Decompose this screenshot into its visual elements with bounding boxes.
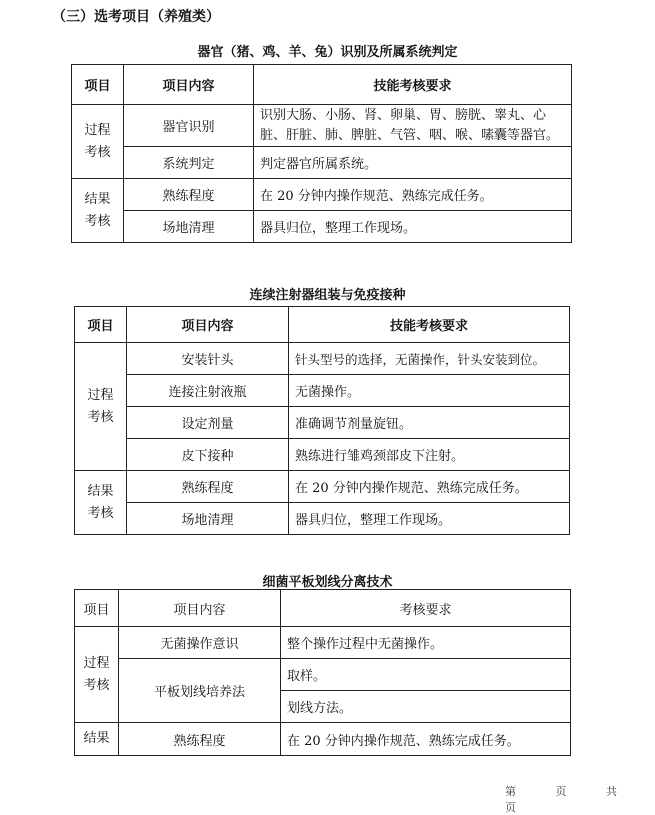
table-row xyxy=(75,375,570,407)
requirement-cell: 无菌操作。 xyxy=(289,375,570,407)
header-project: 项目 xyxy=(75,590,119,627)
category-cell: 结果 xyxy=(75,723,119,756)
requirement-cell: 在 20 分钟内操作规范、熟练完成任务。 xyxy=(289,471,570,503)
content-cell: 皮下接种 xyxy=(127,439,289,471)
content-cell: 平板划线培养法 xyxy=(119,659,281,723)
table-row xyxy=(75,471,570,503)
requirement-cell: 准确调节剂量旋钮。 xyxy=(289,407,570,439)
table-row xyxy=(72,211,572,243)
requirement-cell: 器具归位，整理工作现场。 xyxy=(289,503,570,535)
section-title: （三）选考项目（养殖类） xyxy=(52,9,220,25)
table-row xyxy=(75,659,571,691)
table-row xyxy=(75,627,571,659)
header-requirement: 技能考核要求 xyxy=(254,65,572,105)
header-content: 项目内容 xyxy=(127,307,289,343)
content-cell: 连接注射液瓶 xyxy=(127,375,289,407)
requirement-cell: 识别大肠、小肠、肾、卵巢、胃、膀胱、睾丸、心脏、肝脏、肺、脾脏、气管、咽、喉、嗉囊等器官。 xyxy=(254,105,572,147)
content-cell: 熟练程度 xyxy=(124,179,254,211)
table-row xyxy=(75,439,570,471)
table-header-row xyxy=(75,307,570,343)
content-cell: 场地清理 xyxy=(124,211,254,243)
table-organ-identification xyxy=(71,64,572,243)
table-row xyxy=(75,343,570,375)
content-cell: 系统判定 xyxy=(124,147,254,179)
requirement-cell: 判定器官所属系统。 xyxy=(254,147,572,179)
header-content: 项目内容 xyxy=(124,65,254,105)
header-requirement: 技能考核要求 xyxy=(289,307,570,343)
category-cell: 过程 考核 xyxy=(72,105,124,179)
header-project: 项目 xyxy=(72,65,124,105)
requirement-cell: 取样。 xyxy=(281,659,571,691)
requirement-cell: 熟练进行雏鸡颈部皮下注射。 xyxy=(289,439,570,471)
table-row xyxy=(75,503,570,535)
table-bacteria-streaking xyxy=(74,589,571,756)
table-2-title: 连续注射器组装与免疫接种 xyxy=(249,288,406,303)
header-content: 项目内容 xyxy=(119,590,281,627)
category-cell: 结果 考核 xyxy=(75,471,127,535)
requirement-cell: 针头型号的选择，无菌操作，针头安装到位。 xyxy=(289,343,570,375)
requirement-cell: 在 20 分钟内操作规范、熟练完成任务。 xyxy=(281,723,571,756)
table-header-row xyxy=(72,65,572,105)
table-row xyxy=(75,407,570,439)
table-row xyxy=(72,147,572,179)
category-cell: 过程 考核 xyxy=(75,343,127,471)
content-cell: 场地清理 xyxy=(127,503,289,535)
table-row xyxy=(72,179,572,211)
content-cell: 熟练程度 xyxy=(127,471,289,503)
table-3-title: 细菌平板划线分离技术 xyxy=(262,575,393,590)
table-injector-assembly xyxy=(74,306,570,535)
table-row xyxy=(72,105,572,147)
header-project: 项目 xyxy=(75,307,127,343)
content-cell: 设定剂量 xyxy=(127,407,289,439)
table-row xyxy=(75,723,571,756)
content-cell: 无菌操作意识 xyxy=(119,627,281,659)
table-header-row xyxy=(75,590,571,627)
category-cell: 结果 考核 xyxy=(72,179,124,243)
header-requirement: 考核要求 xyxy=(281,590,571,627)
requirement-cell: 在 20 分钟内操作规范、熟练完成任务。 xyxy=(254,179,572,211)
content-cell: 器官识别 xyxy=(124,105,254,147)
category-cell: 过程 考核 xyxy=(75,627,119,723)
page-footer: 第 页 共 页 xyxy=(505,785,635,814)
requirement-cell: 划线方法。 xyxy=(281,691,571,723)
table-1-title: 器官（猪、鸡、羊、兔）识别及所属系统判定 xyxy=(197,45,458,60)
content-cell: 安装针头 xyxy=(127,343,289,375)
requirement-cell: 器具归位，整理工作现场。 xyxy=(254,211,572,243)
requirement-cell: 整个操作过程中无菌操作。 xyxy=(281,627,571,659)
content-cell: 熟练程度 xyxy=(119,723,281,756)
